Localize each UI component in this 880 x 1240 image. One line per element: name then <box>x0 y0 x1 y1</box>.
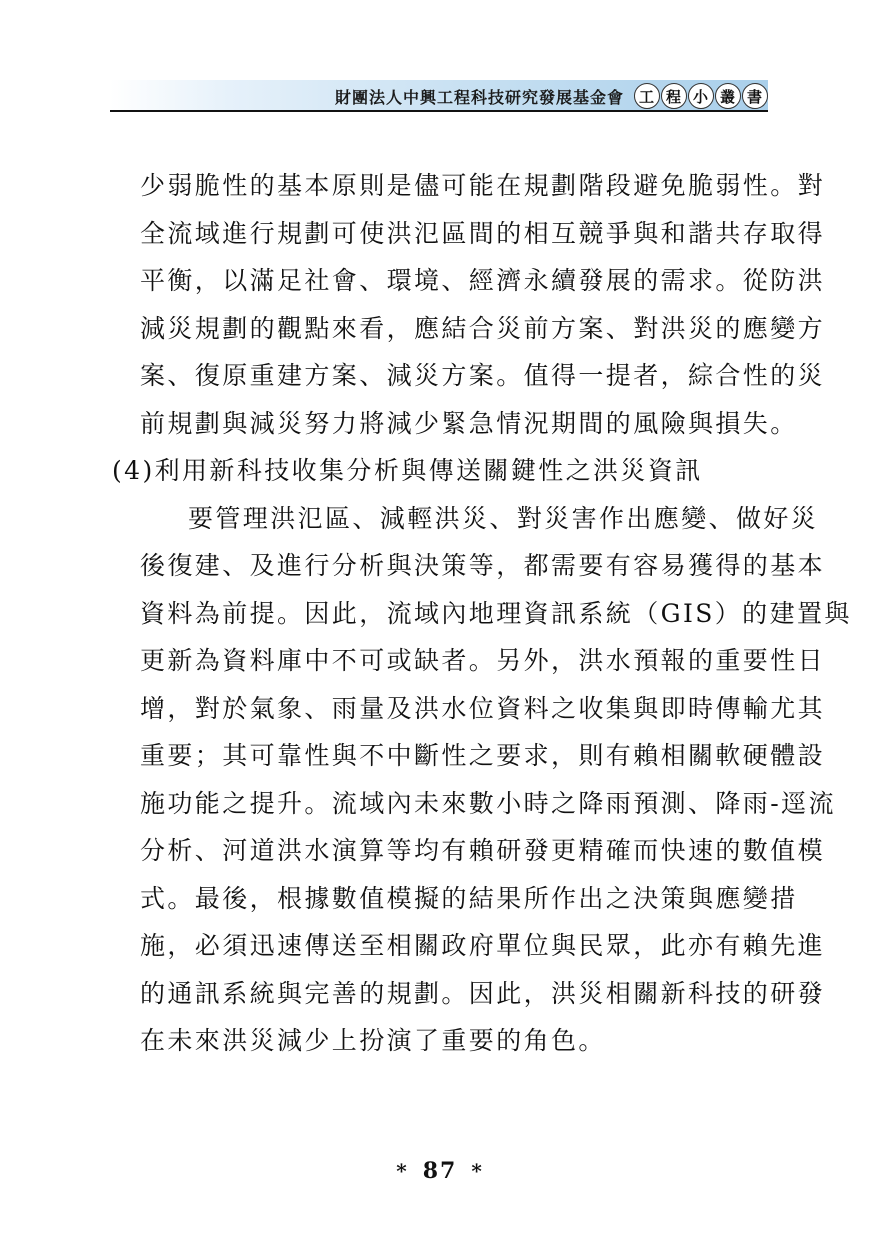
star-ornament: * <box>396 1159 409 1183</box>
series-char: 小 <box>688 83 714 109</box>
paragraph-line: 分析、河道洪水演算等均有賴研發更精確而快速的數值模 <box>140 836 826 865</box>
star-ornament: * <box>471 1159 484 1183</box>
running-header <box>335 84 768 108</box>
paragraph-line: 施功能之提升。流域內未來數小時之降雨預測、降雨-逕流 <box>140 788 836 818</box>
series-char: 工 <box>634 83 660 109</box>
section-heading: (4)利用新科技收集分析與傳送關鍵性之洪災資訊 <box>112 456 703 485</box>
paragraph-line: 施，必須迅速傳送至相關政府單位與民眾，此亦有賴先進 <box>140 931 826 960</box>
paragraph-line: 的通訊系統與完善的規劃。因此，洪災相關新科技的研發 <box>140 978 826 1008</box>
series-char: 書 <box>742 83 768 109</box>
paragraph-line: 更新為資料庫中不可或缺者。另外，洪水預報的重要性日 <box>140 646 826 675</box>
series-char: 叢 <box>715 83 741 109</box>
paragraph-line: 增，對於氣象、雨量及洪水位資料之收集與即時傳輸尤其 <box>140 693 826 723</box>
page-number: 87 <box>422 1158 458 1184</box>
paragraph-line: 後復建、及進行分析與決策等，都需要有容易獲得的基本 <box>140 551 826 580</box>
paragraph-line: 式。最後，根據數值模擬的結果所作出之決策與應變措 <box>140 883 798 913</box>
paragraph-line: 前規劃與減災努力將減少緊急情況期間的風險與損失。 <box>140 408 798 438</box>
paragraph-line: 重要；其可靠性與不中斷性之要求，則有賴相關軟硬體設 <box>140 741 826 770</box>
series-badge <box>634 83 768 109</box>
paragraph-line: 在未來洪災減少上扮演了重要的角色。 <box>140 1026 606 1055</box>
publisher-name: 財團法人中興工程科技研究發展基金會 <box>334 87 624 107</box>
paragraph-line: 要管理洪氾區、減輕洪災、對災害作出應變、做好災 <box>188 503 819 533</box>
paragraph-line: 案、復原重建方案、減災方案。值得一提者，綜合性的災 <box>140 361 826 390</box>
paragraph-line: 資料為前提。因此，流域內地理資訊系統（GIS）的建置與 <box>140 598 852 628</box>
page-footer <box>0 1158 880 1184</box>
paragraph-line: 平衡，以滿足社會、環境、經濟永續發展的需求。從防洪 <box>140 266 826 295</box>
body-text <box>112 166 852 1069</box>
paragraph-line: 減災規劃的觀點來看，應結合災前方案、對洪災的應變方 <box>140 313 826 343</box>
paragraph-line: 少弱脆性的基本原則是儘可能在規劃階段避免脆弱性。對 <box>140 171 826 200</box>
series-char: 程 <box>661 83 687 109</box>
paragraph-line: 全流域進行規劃可使洪氾區間的相互競爭與和諧共存取得 <box>140 218 826 248</box>
